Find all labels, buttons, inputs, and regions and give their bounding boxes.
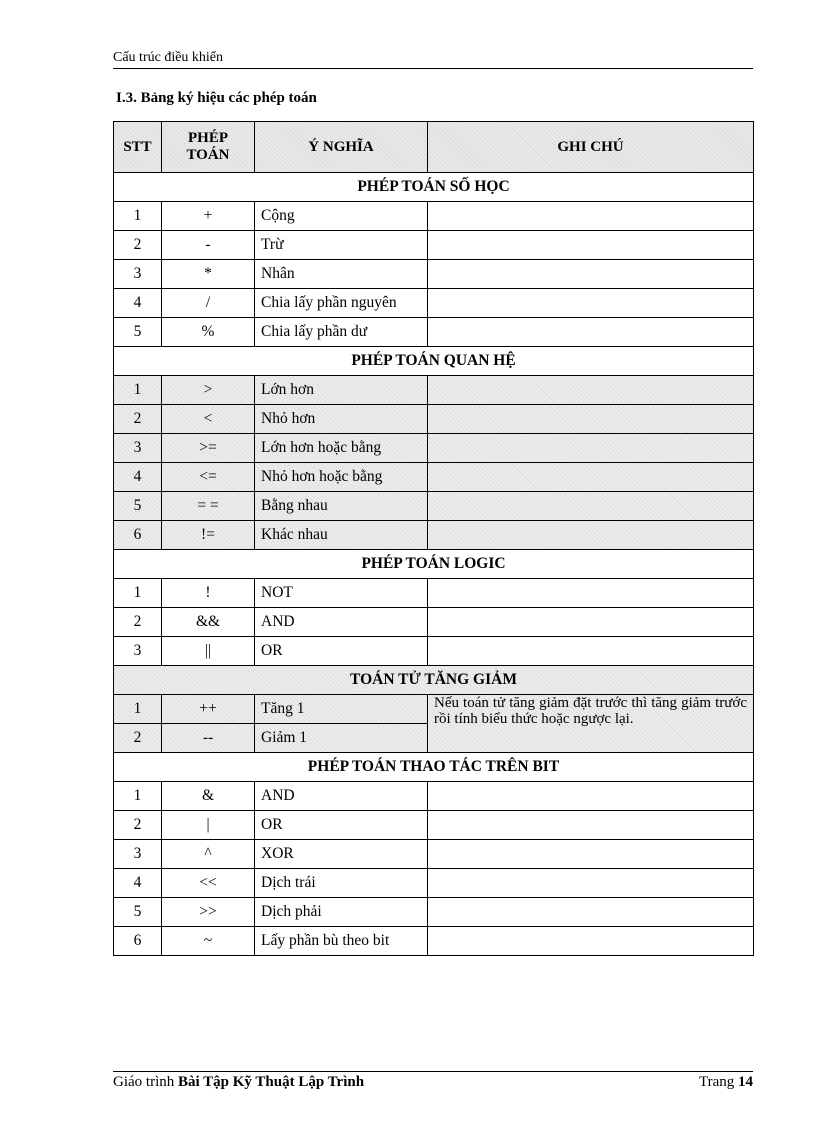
cell-stt: 5 [114, 492, 162, 521]
table-row [114, 521, 754, 550]
table-row [114, 202, 754, 231]
cell-meaning: Nhỏ hơn hoặc bằng [255, 463, 428, 492]
cell-note [428, 202, 754, 231]
table-row [114, 695, 754, 724]
footer-book-credit [113, 1074, 364, 1091]
group-title: PHÉP TOÁN QUAN HỆ [114, 347, 754, 376]
column-header-operator-line1: PHÉP [188, 130, 228, 146]
cell-note [428, 521, 754, 550]
table-row [114, 376, 754, 405]
cell-note [428, 492, 754, 521]
cell-meaning: Trừ [255, 231, 428, 260]
cell-operator: ^ [162, 840, 255, 869]
cell-operator: & [162, 782, 255, 811]
footer-prefix: Giáo trình [113, 1074, 178, 1090]
cell-meaning: Cộng [255, 202, 428, 231]
cell-meaning: Dịch trái [255, 869, 428, 898]
cell-operator: / [162, 289, 255, 318]
cell-stt: 2 [114, 811, 162, 840]
group-title: PHÉP TOÁN SỐ HỌC [114, 173, 754, 202]
column-header-note: GHI CHÚ [428, 122, 754, 173]
cell-operator: = = [162, 492, 255, 521]
cell-operator: && [162, 608, 255, 637]
cell-stt: 2 [114, 231, 162, 260]
cell-meaning: Nhân [255, 260, 428, 289]
cell-meaning: Tăng 1 [255, 695, 428, 724]
table-row [114, 811, 754, 840]
group-title: PHÉP TOÁN LOGIC [114, 550, 754, 579]
cell-meaning: OR [255, 637, 428, 666]
group-header-row [114, 753, 754, 782]
table-row [114, 579, 754, 608]
cell-operator: << [162, 869, 255, 898]
cell-meaning: XOR [255, 840, 428, 869]
table-row [114, 869, 754, 898]
cell-stt: 1 [114, 202, 162, 231]
cell-note [428, 579, 754, 608]
cell-meaning: Lớn hơn [255, 376, 428, 405]
table-row [114, 434, 754, 463]
group-header-row [114, 347, 754, 376]
table-row [114, 927, 754, 956]
cell-meaning: Lớn hơn hoặc bằng [255, 434, 428, 463]
group-header-row [114, 173, 754, 202]
group-header-row [114, 666, 754, 695]
cell-operator: ! [162, 579, 255, 608]
cell-operator: + [162, 202, 255, 231]
cell-operator: - [162, 231, 255, 260]
cell-note [428, 405, 754, 434]
operators-table [113, 121, 754, 956]
cell-operator: || [162, 637, 255, 666]
table-row [114, 608, 754, 637]
cell-note [428, 376, 754, 405]
cell-stt: 3 [114, 637, 162, 666]
cell-operator: >= [162, 434, 255, 463]
cell-stt: 3 [114, 840, 162, 869]
cell-note [428, 231, 754, 260]
column-header-meaning: Ý NGHĨA [255, 122, 428, 173]
cell-note [428, 289, 754, 318]
page-header [113, 50, 753, 69]
cell-operator: > [162, 376, 255, 405]
table-row [114, 289, 754, 318]
cell-stt: 4 [114, 463, 162, 492]
cell-meaning: Chia lấy phần dư [255, 318, 428, 347]
cell-meaning: Chia lấy phần nguyên [255, 289, 428, 318]
cell-stt: 5 [114, 898, 162, 927]
table-row [114, 492, 754, 521]
cell-operator: -- [162, 724, 255, 753]
cell-meaning: OR [255, 811, 428, 840]
cell-operator: ++ [162, 695, 255, 724]
cell-meaning: Dịch phải [255, 898, 428, 927]
cell-meaning: Nhỏ hơn [255, 405, 428, 434]
cell-note [428, 840, 754, 869]
cell-stt: 5 [114, 318, 162, 347]
cell-note [428, 608, 754, 637]
cell-operator: != [162, 521, 255, 550]
cell-operator: < [162, 405, 255, 434]
footer-page [699, 1074, 753, 1091]
cell-stt: 1 [114, 579, 162, 608]
cell-stt: 3 [114, 260, 162, 289]
cell-meaning: AND [255, 608, 428, 637]
cell-note [428, 869, 754, 898]
cell-operator: | [162, 811, 255, 840]
table-row [114, 463, 754, 492]
cell-stt: 1 [114, 695, 162, 724]
cell-operator: ~ [162, 927, 255, 956]
group-header-row [114, 550, 754, 579]
table-row [114, 782, 754, 811]
cell-note [428, 434, 754, 463]
table-row [114, 898, 754, 927]
cell-meaning: Khác nhau [255, 521, 428, 550]
table-row [114, 318, 754, 347]
column-header-operator-line2: TOÁN [186, 147, 230, 163]
cell-stt: 1 [114, 782, 162, 811]
table-row [114, 637, 754, 666]
cell-stt: 3 [114, 434, 162, 463]
cell-meaning: AND [255, 782, 428, 811]
table-body [114, 173, 754, 956]
table-row [114, 840, 754, 869]
footer-book-title: Bài Tập Kỹ Thuật Lập Trình [178, 1074, 365, 1090]
cell-stt: 4 [114, 289, 162, 318]
table-header-row [114, 122, 754, 173]
cell-note [428, 260, 754, 289]
column-header-stt: STT [114, 122, 162, 173]
cell-stt: 6 [114, 521, 162, 550]
cell-stt: 2 [114, 724, 162, 753]
table-row [114, 231, 754, 260]
cell-note [428, 637, 754, 666]
cell-operator: % [162, 318, 255, 347]
cell-stt: 1 [114, 376, 162, 405]
cell-meaning: Lấy phần bù theo bit [255, 927, 428, 956]
cell-meaning: Giảm 1 [255, 724, 428, 753]
table-row [114, 260, 754, 289]
cell-note [428, 811, 754, 840]
cell-meaning: Bằng nhau [255, 492, 428, 521]
cell-note: Nếu toán tử tăng giảm đặt trước thì tăng giảm trước rồi tính biểu thức hoặc ngược lại. [428, 695, 754, 753]
cell-note [428, 318, 754, 347]
cell-stt: 2 [114, 405, 162, 434]
cell-note [428, 782, 754, 811]
table-row [114, 405, 754, 434]
cell-note [428, 927, 754, 956]
footer-page-label: Trang [698, 1074, 738, 1090]
cell-stt: 2 [114, 608, 162, 637]
cell-meaning: NOT [255, 579, 428, 608]
group-title: TOÁN TỬ TĂNG GIẢM [114, 666, 754, 695]
cell-operator: * [162, 260, 255, 289]
footer-page-number: 14 [738, 1074, 753, 1090]
cell-stt: 4 [114, 869, 162, 898]
cell-stt: 6 [114, 927, 162, 956]
cell-note [428, 463, 754, 492]
group-title: PHÉP TOÁN THAO TÁC TRÊN BIT [114, 753, 754, 782]
page-footer [113, 1071, 753, 1091]
cell-note [428, 898, 754, 927]
cell-operator: <= [162, 463, 255, 492]
header-title: Cấu trúc điều khiển [113, 50, 224, 65]
cell-operator: >> [162, 898, 255, 927]
column-header-operator [162, 122, 255, 173]
section-title: I.3. Bảng ký hiệu các phép toán [116, 90, 317, 106]
